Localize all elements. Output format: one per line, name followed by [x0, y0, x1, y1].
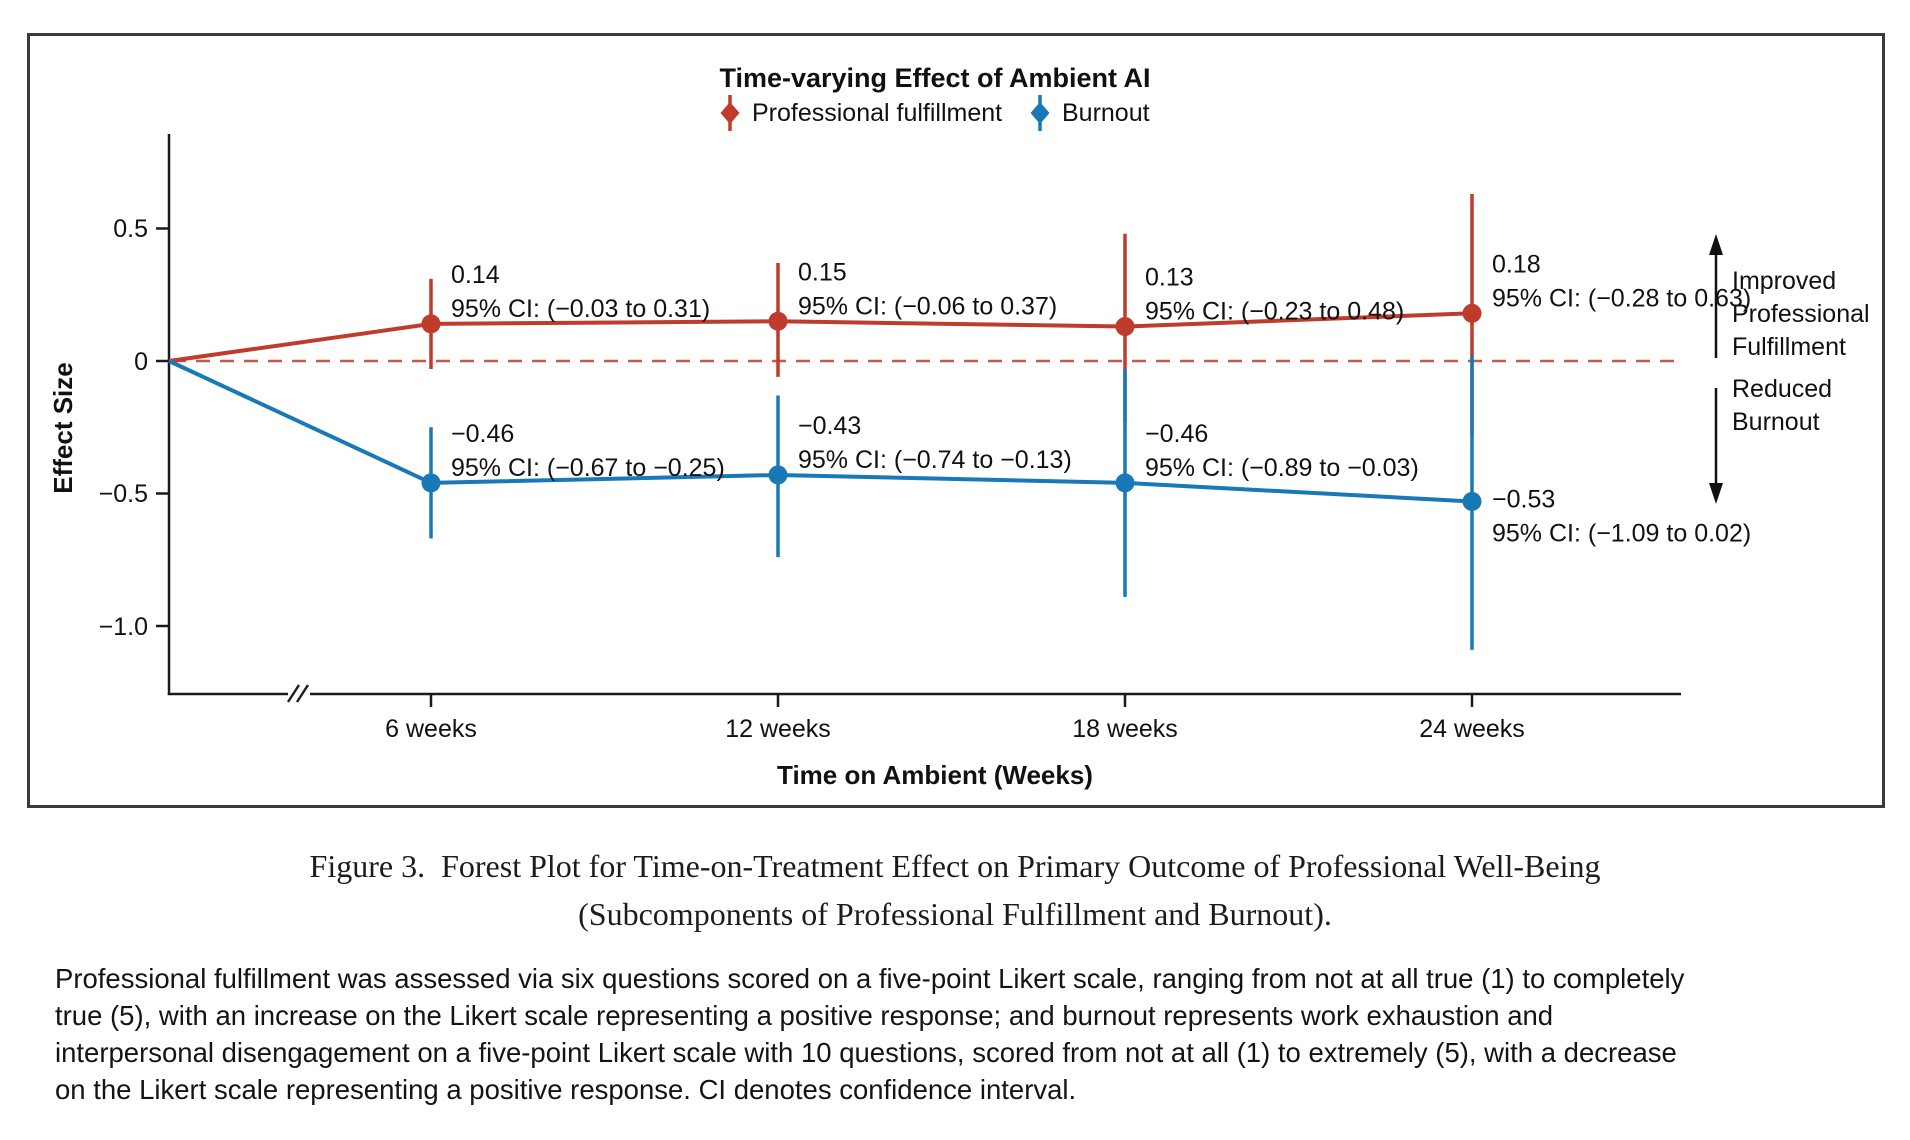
x-tick-label: 6 weeks [385, 715, 477, 743]
burnout-point [422, 473, 441, 492]
y-tick-label: 0.5 [113, 215, 148, 243]
forest-plot [30, 36, 1882, 805]
legend-label-burnout: Burnout [1062, 99, 1150, 127]
direction-annotations [1709, 234, 1870, 504]
fulfillment-point [422, 314, 441, 333]
reduced-label-line: Reduced [1732, 375, 1833, 403]
chart-title: Time-varying Effect of Ambient AI [719, 63, 1151, 93]
fulfillment-ci-label: 95% CI: (−0.23 to 0.48) [1145, 297, 1405, 326]
burnout-point [769, 465, 788, 484]
fulfillment-point [1116, 317, 1135, 336]
improved-label-line: Fulfillment [1732, 333, 1846, 361]
description-line: interpersonal disengagement on a five-point Likert scale with 10 questions, scored from not at all (1) to extremely (5), with a decrease [55, 1037, 1677, 1068]
burnout-ci-label: 95% CI: (−0.89 to −0.03) [1145, 453, 1419, 482]
fulfillment-ci-label: 95% CI: (−0.03 to 0.31) [451, 294, 711, 323]
y-tick-label: −1.0 [98, 613, 148, 641]
burnout-value-label: −0.53 [1492, 485, 1556, 514]
legend-label-fulfillment: Professional fulfillment [752, 99, 1003, 127]
description-line: Professional fulfillment was assessed via six questions scored on a five-point Likert scale, ranging from not at all true (1) to completely [55, 963, 1685, 994]
fulfillment-ci-label: 95% CI: (−0.28 to 0.63) [1492, 284, 1752, 313]
caption-line-1: Figure 3. Forest Plot for Time-on-Treatment Effect on Primary Outcome of Professional Well-Being [309, 848, 1601, 884]
fulfillment-point [769, 312, 788, 331]
legend-diamond-icon [1031, 102, 1050, 124]
x-tick-label: 24 weeks [1419, 715, 1525, 743]
burnout-ci-label: 95% CI: (−1.09 to 0.02) [1492, 519, 1752, 548]
improved-label-line: Improved [1732, 267, 1837, 295]
fulfillment-value-label: 0.18 [1492, 250, 1541, 279]
fulfillment-value-label: 0.15 [798, 258, 847, 287]
fulfillment-value-label: 0.14 [451, 260, 500, 289]
fulfillment-ci-label: 95% CI: (−0.06 to 0.37) [798, 292, 1058, 321]
burnout-ci-label: 95% CI: (−0.74 to −0.13) [798, 445, 1072, 474]
reduced-label-line: Burnout [1732, 408, 1820, 436]
legend-item-burnout [1031, 95, 1150, 131]
x-tick-label: 12 weeks [725, 715, 831, 743]
description-line: true (5), with an increase on the Likert scale representing a positive response; and burnout represents work exhaustion and [55, 1000, 1554, 1031]
legend-diamond-icon [721, 102, 740, 124]
fulfillment-point [1463, 304, 1482, 323]
burnout-value-label: −0.46 [451, 419, 515, 448]
improved-label-line: Professional [1732, 300, 1870, 328]
burnout-value-label: −0.43 [798, 411, 862, 440]
figure-caption [0, 842, 1910, 938]
y-tick-label: −0.5 [98, 480, 148, 508]
x-tick-label: 18 weeks [1072, 715, 1178, 743]
y-axis-title: Effect Size [48, 362, 78, 494]
burnout-point [1463, 492, 1482, 511]
burnout-ci-label: 95% CI: (−0.67 to −0.25) [451, 453, 725, 482]
x-axis-title: Time on Ambient (Weeks) [777, 760, 1093, 790]
burnout-point [1116, 473, 1135, 492]
axis-break-icon [288, 685, 310, 702]
caption-line-2: (Subcomponents of Professional Fulfillment and Burnout). [578, 896, 1332, 932]
figure-description [55, 960, 1883, 1108]
figure-panel [27, 33, 1885, 808]
legend-item-fulfillment [721, 95, 1003, 131]
burnout-value-label: −0.46 [1145, 419, 1209, 448]
legend [721, 95, 1150, 131]
y-tick-label: 0 [134, 348, 148, 376]
reduced-arrow-icon [1709, 388, 1723, 504]
fulfillment-value-label: 0.13 [1145, 263, 1194, 292]
description-line: on the Likert scale representing a positive response. CI denotes confidence interval. [55, 1074, 1077, 1105]
series-layer [169, 194, 1751, 650]
